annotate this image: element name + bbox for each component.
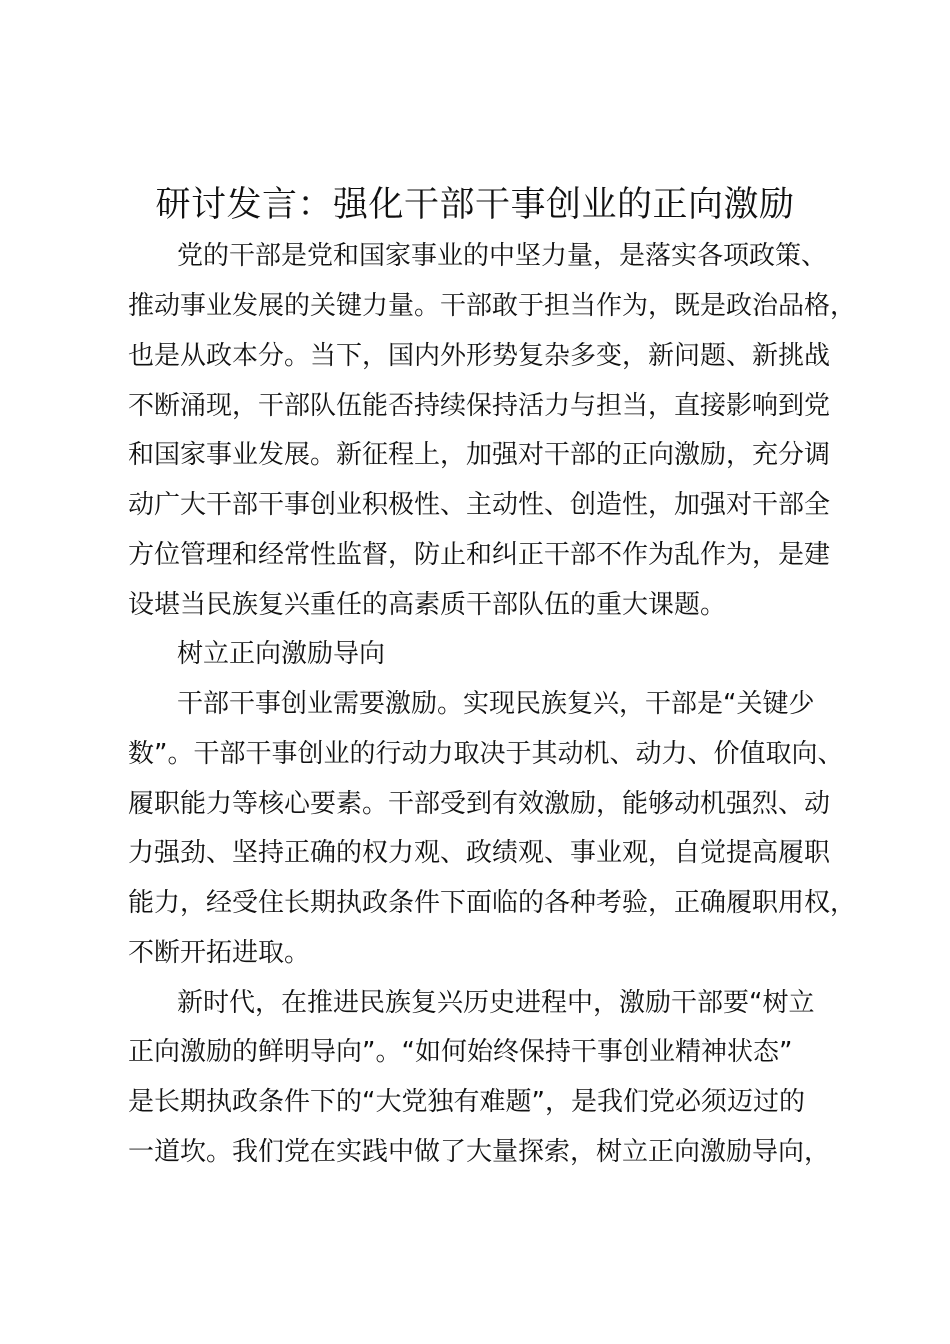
paragraph-line: 新时代，在推进民族复兴历史进程中，激励干部要“树立 <box>177 988 815 1018</box>
paragraph-line: 方位管理和经常性监督，防止和纠正干部不作为乱作为，是建 <box>128 540 831 570</box>
paragraph-line: 和国家事业发展。新征程上，加强对干部的正向激励，充分调 <box>128 440 831 470</box>
paragraph-line: 正向激励的鲜明导向”。“如何始终保持干事创业精神状态” <box>128 1037 793 1067</box>
document-title: 研讨发言：强化干部干事创业的正向激励 <box>155 185 795 225</box>
paragraph-line: 能力，经受住长期执政条件下面临的各种考验，正确履职用权， <box>128 888 857 918</box>
paragraph-line: 也是从政本分。当下，国内外形势复杂多变，新问题、新挑战 <box>128 341 831 371</box>
paragraph-line: 设堪当民族复兴重任的高素质干部队伍的重大课题。 <box>128 590 727 620</box>
paragraph-line: 是长期执政条件下的“大党独有难题”，是我们党必须迈过的 <box>128 1087 805 1117</box>
paragraph-line: 履职能力等核心要素。干部受到有效激励，能够动机强烈、动 <box>128 789 831 819</box>
paragraph-line: 动广大干部干事创业积极性、主动性、创造性，加强对干部全 <box>128 490 831 520</box>
paragraph-line: 干部干事创业需要激励。实现民族复兴，干部是“关键少 <box>177 689 815 719</box>
paragraph-line: 数”。干部干事创业的行动力取决于其动机、动力、价值取向、 <box>128 739 844 769</box>
paragraph-line: 党的干部是党和国家事业的中坚力量，是落实各项政策、 <box>177 241 828 271</box>
paragraph-line: 不断涌现，干部队伍能否持续保持活力与担当，直接影响到党 <box>128 391 831 421</box>
paragraph-line: 一道坎。我们党在实践中做了大量探索，树立正向激励导向， <box>128 1137 831 1167</box>
paragraph-line: 力强劲、坚持正确的权力观、政绩观、事业观，自觉提高履职 <box>128 838 831 868</box>
paragraph-line: 不断开拓进取。 <box>128 938 311 968</box>
paragraph-line: 推动事业发展的关键力量。干部敢于担当作为，既是政治品格， <box>128 291 857 321</box>
section-heading: 树立正向激励导向 <box>177 639 386 669</box>
